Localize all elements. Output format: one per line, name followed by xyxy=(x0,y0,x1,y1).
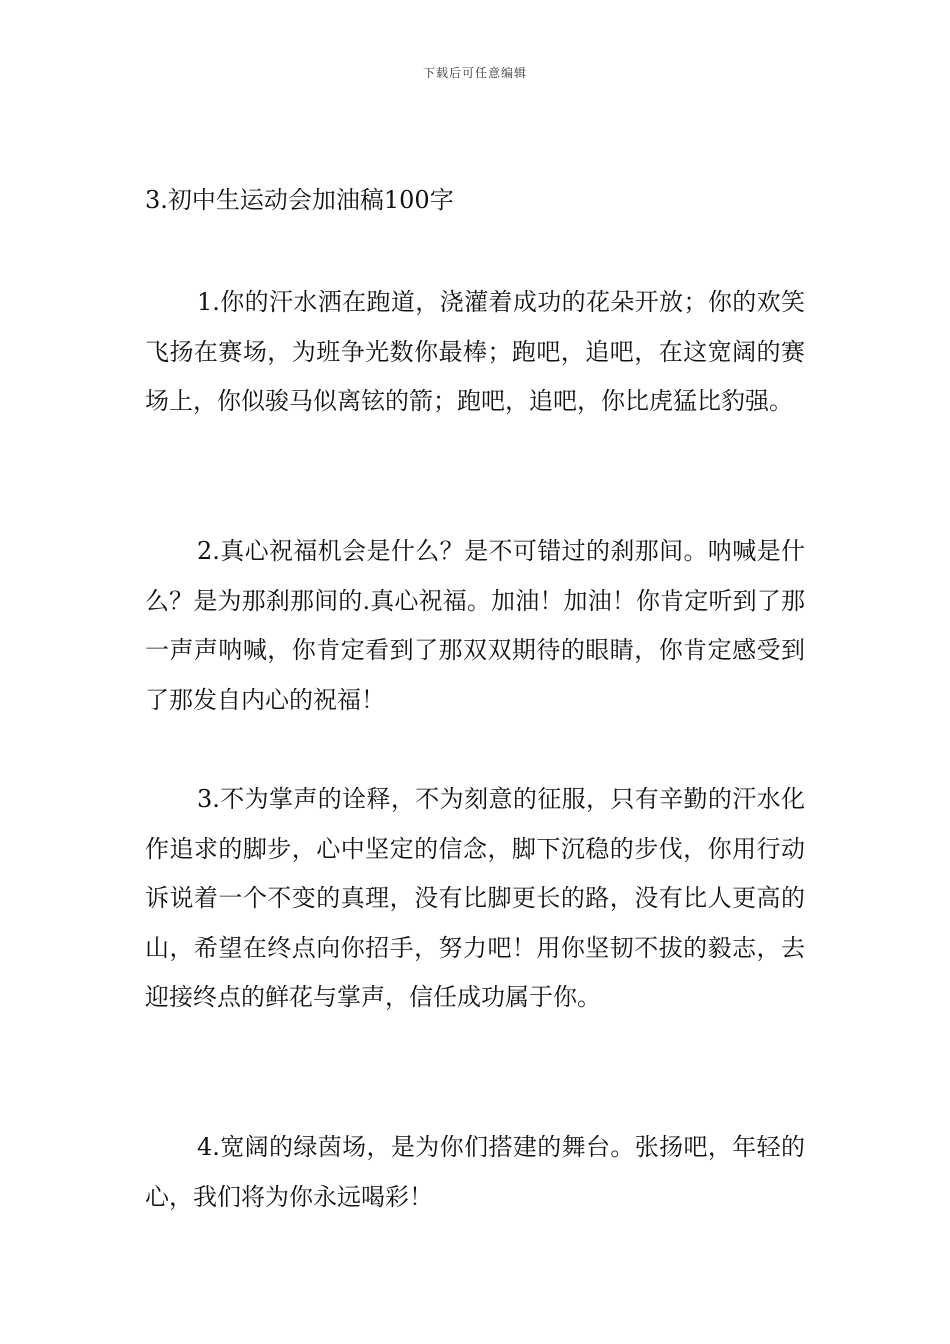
paragraph-4: 4.宽阔的绿茵场，是为你们搭建的舞台。张扬吧，年轻的心，我们将为你永远喝彩！ xyxy=(145,1133,805,1211)
paragraph-1: 1.你的汗水洒在跑道，浇灌着成功的花朵开放；你的欢笑飞扬在赛场，为班争光数你最棒；跑吧，追吧，在这宽阔的赛场上，你似骏马似离铉的箭；跑吧，追吧，你比虎猛比豹强。 xyxy=(145,288,805,415)
header-note: 下载后可任意编辑 xyxy=(422,66,527,80)
paragraph-2: 2.真心祝福机会是什么？是不可错过的刹那间。呐喊是什么？是为那刹那间的.真心祝福。加油！加油！你肯定听到了那一声声呐喊，你肯定看到了那双双期待的眼睛，你肯定感受到了那发自内心的祝福！ xyxy=(145,537,805,714)
paragraph-3: 3.不为掌声的诠释，不为刻意的征服，只有辛勤的汗水化作追求的脚步，心中坚定的信念，脚下沉稳的步伐，你用行动诉说着一个不变的真理，没有比脚更长的路，没有比人更高的山，希望在终点向你招手，努力吧！用你坚韧不拔的毅志，去迎接终点的鲜花与掌声，信任成功属于你。 xyxy=(145,785,805,1011)
document-title: 3.初中生运动会加油稿100字 xyxy=(145,186,454,214)
